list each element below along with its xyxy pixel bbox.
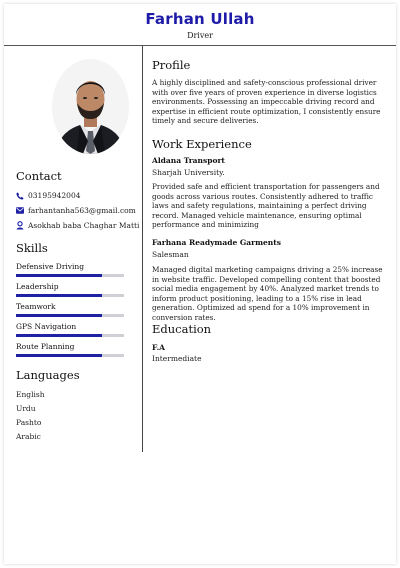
job-company: Farhana Readymade Garments <box>152 238 281 247</box>
education-heading: Education <box>152 322 212 336</box>
header-divider <box>4 45 396 46</box>
contact-email-text: farhantanha563@gmail.com <box>28 206 136 215</box>
skill-name: Defensive Driving <box>16 262 85 271</box>
education-degree: F.A <box>152 343 166 352</box>
profile-photo <box>52 59 129 154</box>
skill-name: GPS Navigation <box>16 322 77 331</box>
contact-address <box>16 221 139 230</box>
portrait-illustration <box>52 59 129 154</box>
education-detail: Intermediate <box>152 354 202 363</box>
column-divider <box>142 46 143 452</box>
skill-name: Teamwork <box>16 302 56 311</box>
skill-name: Route Planning <box>16 342 75 351</box>
job-description: Provided safe and efficient transportation for passengers and goods across various routes. Consistently adhered to traffic laws and safety regulations, maintaining a perfect driving record. Managed vehicle maintenance, ensuring optimal performance and minimizing <box>152 182 380 229</box>
skill-item <box>16 342 124 357</box>
phone-icon <box>16 192 28 200</box>
profile-text: A highly disciplined and safety-conscious professional driver with over five years of proven experience in diverse logistics environments. Possessing an impeccable driving record and expertise in efficient route optimization, I consistently ensure timely and secure deliveries. <box>152 78 381 125</box>
skill-item <box>16 262 124 277</box>
resume-page <box>4 4 396 564</box>
contact-phone <box>16 191 81 200</box>
skill-bar <box>16 274 124 277</box>
contact-email <box>16 206 136 215</box>
skill-bar <box>16 294 124 297</box>
skill-bar <box>16 354 124 357</box>
skill-bar-fill <box>16 294 102 297</box>
profile-heading: Profile <box>152 58 191 72</box>
contact-address-text: Asokhab baba Chaghar Matti <box>28 221 140 230</box>
contact-phone-text: 03195942004 <box>28 191 81 200</box>
language-item: Pashto <box>16 418 42 427</box>
skill-item <box>16 322 124 337</box>
skill-bar-fill <box>16 354 102 357</box>
skill-bar <box>16 334 124 337</box>
job-description: Managed digital marketing campaigns driving a 25% increase in website traffic. Developed compelling content that boosted social media engagement by 40%. Analyzed market trends to inform product positioning, leading to a 15% rise in lead generation. Optimized ad spend for a 10% improvement in conversion rates. <box>152 265 383 322</box>
contact-heading: Contact <box>16 169 62 183</box>
skill-bar-fill <box>16 334 102 337</box>
candidate-name: Farhan Ullah <box>145 10 255 28</box>
skill-bar-fill <box>16 274 102 277</box>
language-item: Arabic <box>16 432 41 441</box>
job-company: Aldana Transport <box>152 156 225 165</box>
job-subtitle: Salesman <box>152 250 189 259</box>
languages-heading: Languages <box>16 368 80 382</box>
candidate-role: Driver <box>187 31 213 40</box>
language-item: English <box>16 390 45 399</box>
skill-item <box>16 282 124 297</box>
skill-bar-fill <box>16 314 102 317</box>
experience-heading: Work Experience <box>152 137 252 151</box>
skill-bar <box>16 314 124 317</box>
job-subtitle: Sharjah University. <box>152 168 225 177</box>
language-item: Urdu <box>16 404 36 413</box>
skills-heading: Skills <box>16 241 48 255</box>
skill-name: Leadership <box>16 282 59 291</box>
person-pin-icon <box>16 221 28 230</box>
skill-item <box>16 302 124 317</box>
mail-icon <box>16 207 28 214</box>
